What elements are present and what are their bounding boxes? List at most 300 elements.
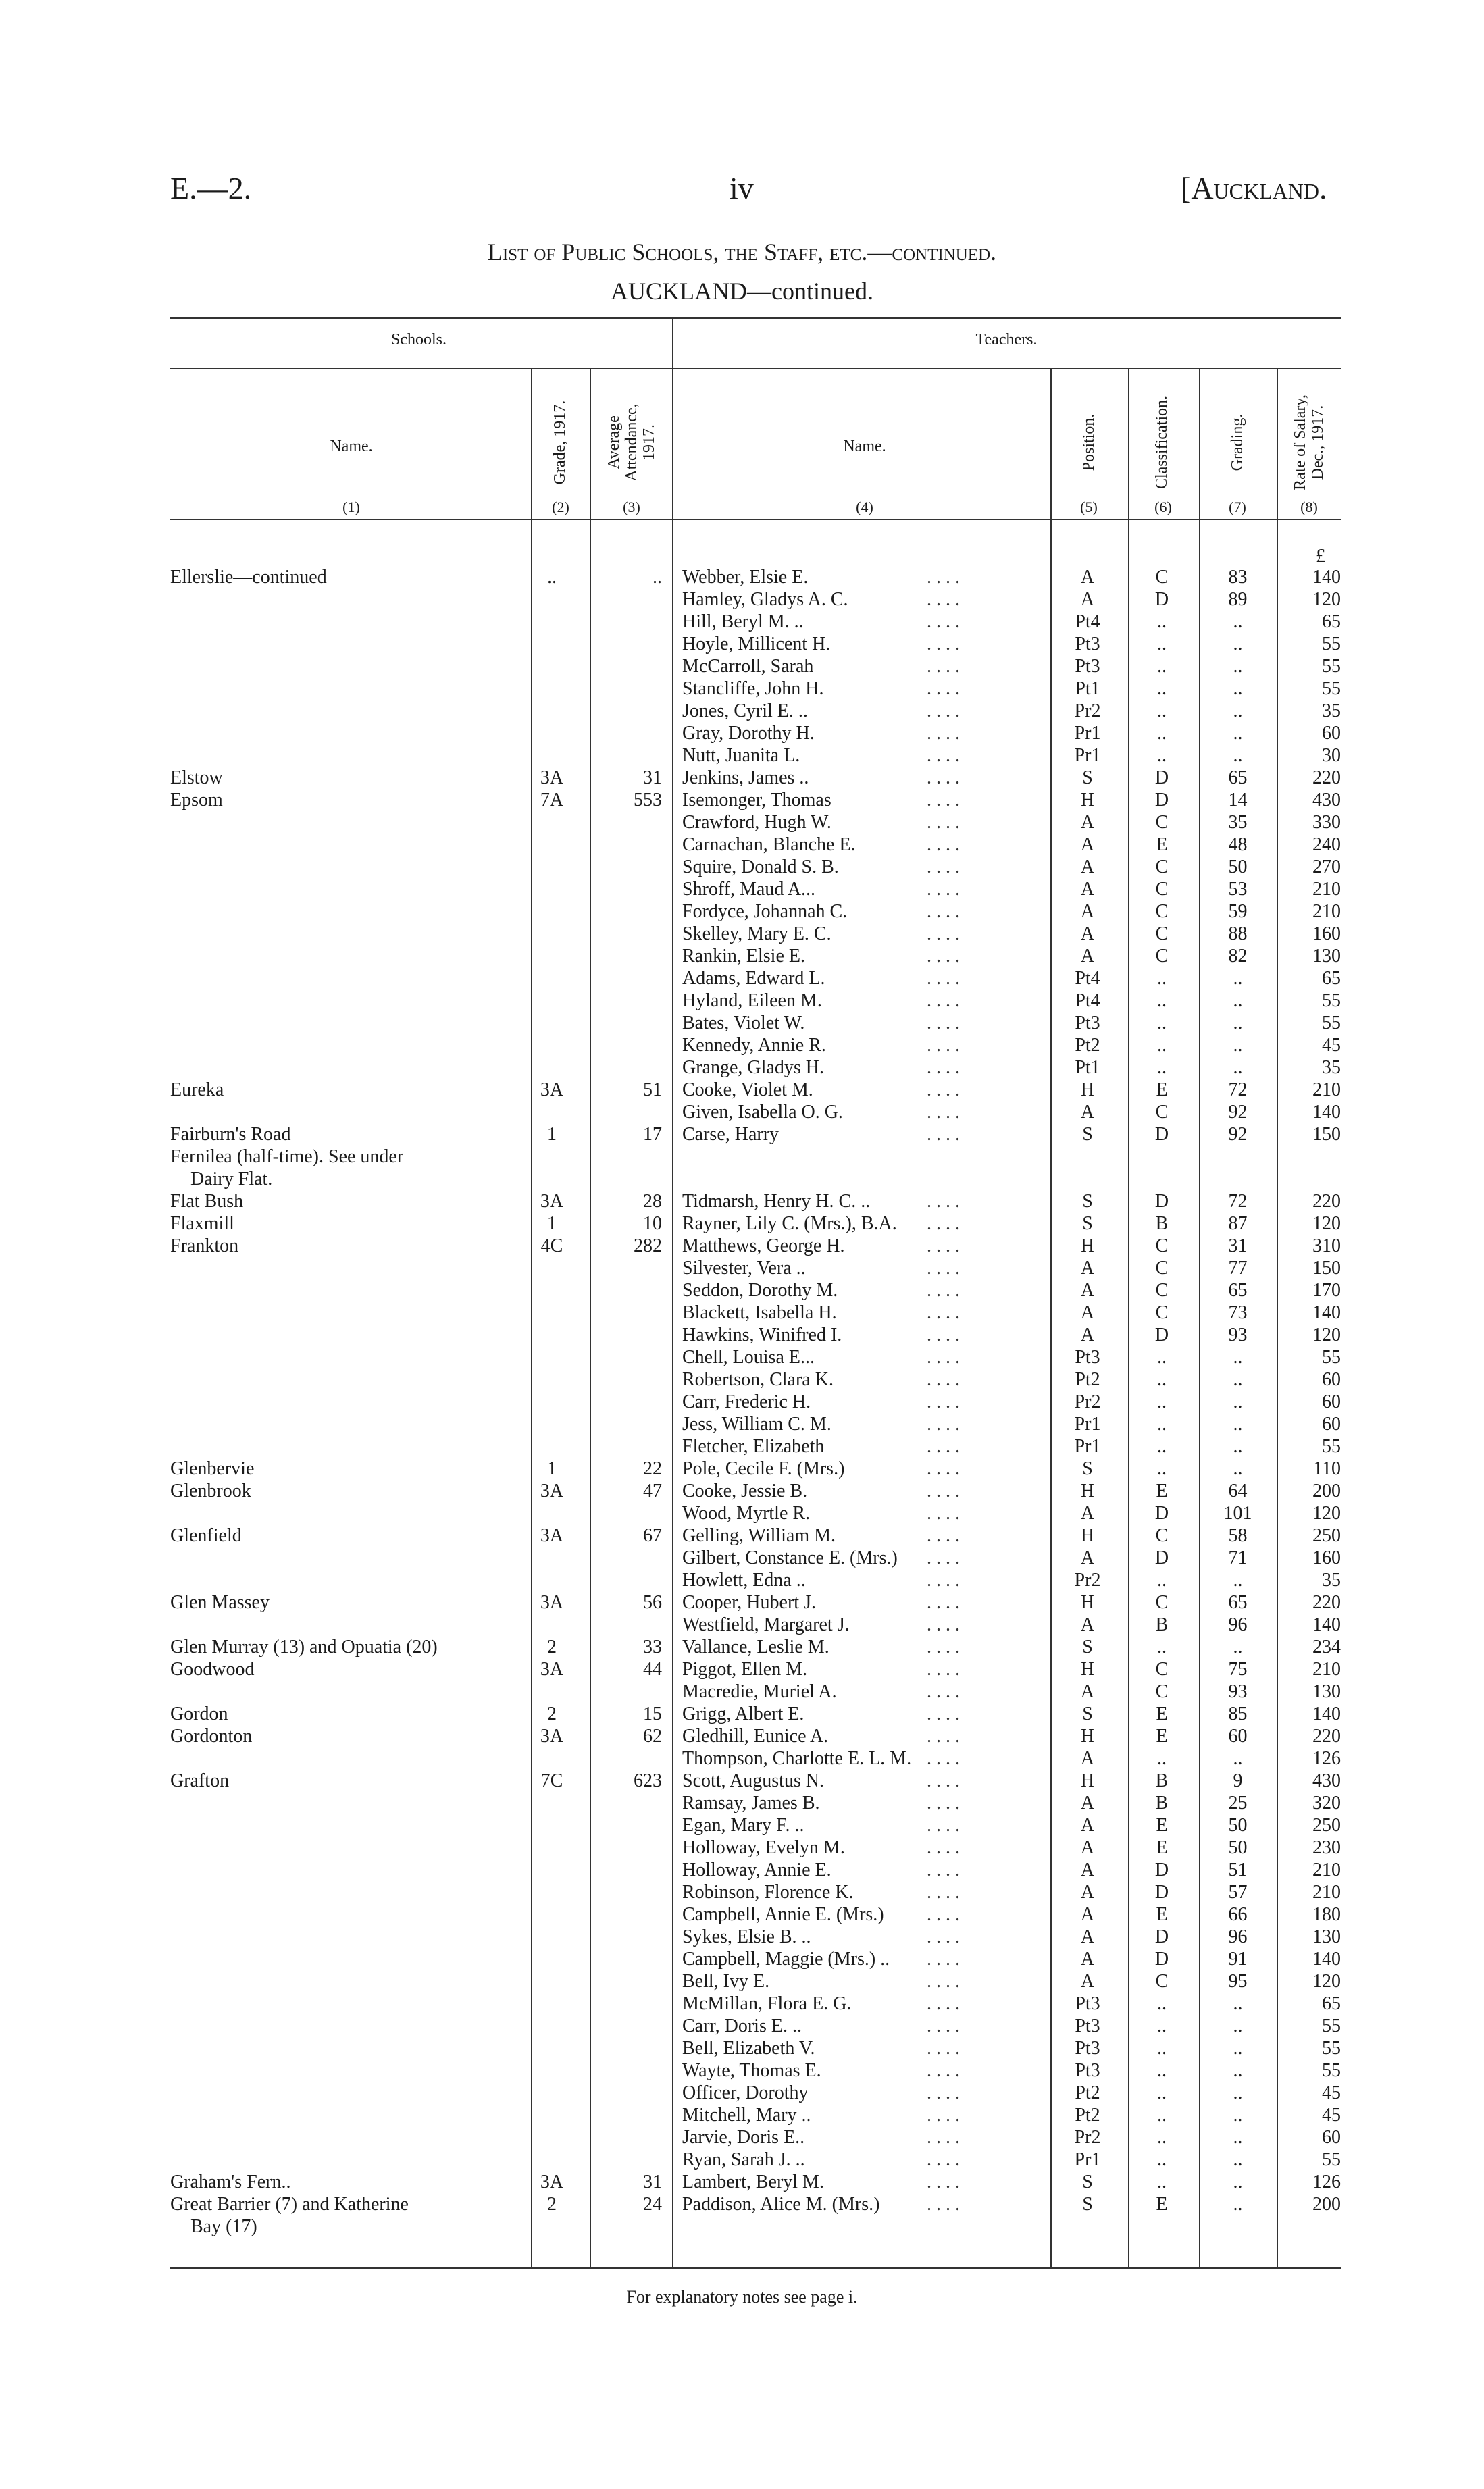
position-cell: A [1080, 1258, 1095, 1279]
teachers-group-header: Teachers. [975, 331, 1038, 349]
classification-cell: .. [1157, 656, 1167, 677]
leader-dots: . . . . [927, 1436, 960, 1457]
table-row [0, 1926, 1484, 1948]
teacher-name: Rayner, Lily C. (Mrs.), B.A. [682, 1213, 897, 1234]
teacher-name: Rankin, Elsie E. [682, 946, 805, 967]
grading-cell: .. [1233, 700, 1243, 721]
school-name: Fairburn's Road [170, 1124, 291, 1145]
table-row [0, 1680, 1484, 1703]
grade-cell: 3A [540, 1592, 564, 1613]
rate-cell: 45 [1322, 2105, 1341, 2126]
attendance-cell: 24 [643, 2194, 662, 2215]
table-row [0, 856, 1484, 878]
rate-cell: 55 [1322, 2016, 1341, 2036]
leader-dots: . . . . [927, 2082, 960, 2103]
classification-cell: D [1154, 1191, 1169, 1212]
leader-dots: . . . . [927, 656, 960, 677]
leader-dots: . . . . [927, 1258, 960, 1279]
table-row [0, 1279, 1484, 1302]
classification-cell: .. [1157, 2038, 1167, 2059]
table-row [0, 2082, 1484, 2104]
school-name: Glen Massey [170, 1592, 270, 1613]
school-name: Fernilea (half-time). See under [170, 1146, 404, 1167]
position-cell: A [1080, 946, 1095, 967]
rate-cell: 430 [1312, 1770, 1341, 1791]
teacher-name: Gilbert, Constance E. (Mrs.) [682, 1547, 898, 1568]
teacher-name: Cooke, Jessie B. [682, 1481, 808, 1502]
column-number: (5) [1080, 498, 1098, 515]
school-name: Frankton [170, 1235, 239, 1256]
teacher-name: Robinson, Florence K. [682, 1882, 854, 1903]
classification-cell: .. [1157, 2149, 1167, 2170]
position-cell: S [1082, 767, 1093, 788]
teacher-name: Matthews, George H. [682, 1235, 845, 1256]
leader-dots: . . . . [927, 745, 960, 766]
leader-dots: . . . . [927, 1213, 960, 1234]
classification-cell: .. [1157, 700, 1167, 721]
rate-cell: 210 [1312, 901, 1341, 922]
position-cell: Pt4 [1075, 990, 1100, 1011]
grading-cell: 87 [1228, 1213, 1248, 1234]
grading-cell: 51 [1228, 1859, 1248, 1880]
leader-dots: . . . . [927, 1079, 960, 1100]
table-row [0, 1324, 1484, 1346]
teacher-name: Vallance, Leslie M. [682, 1637, 829, 1658]
classification-cell: .. [1157, 1369, 1167, 1390]
grade-header: Grade, 1917. [551, 400, 569, 485]
teacher-name: Crawford, Hugh W. [682, 812, 831, 833]
position-cell: Pr1 [1074, 2149, 1101, 2170]
grading-cell: .. [1233, 634, 1243, 655]
grading-cell: .. [1233, 1748, 1243, 1769]
grading-cell: 75 [1228, 1659, 1248, 1680]
school-name: Elstow [170, 767, 223, 788]
classification-cell: .. [1157, 1391, 1167, 1412]
teacher-name: Jess, William C. M. [682, 1414, 831, 1435]
teacher-name: Fletcher, Elizabeth [682, 1436, 825, 1457]
teacher-name: McMillan, Flora E. G. [682, 1993, 852, 2014]
school-name: Goodwood [170, 1659, 255, 1680]
rate-cell: 120 [1312, 589, 1341, 610]
leader-dots: . . . . [927, 1748, 960, 1769]
position-cell: A [1080, 1503, 1095, 1524]
grading-cell: .. [1233, 1035, 1243, 1056]
rate-cell: 120 [1312, 1325, 1341, 1345]
position-cell: A [1080, 1681, 1095, 1702]
footer-note: For explanatory notes see page i. [626, 2287, 858, 2307]
grading-cell: 83 [1228, 567, 1248, 588]
rate-cell: 120 [1312, 1503, 1341, 1524]
classification-cell: B [1155, 1614, 1169, 1635]
teacher-name: Lambert, Beryl M. [682, 2172, 824, 2192]
attendance-cell: 10 [643, 1213, 662, 1234]
grading-cell: 73 [1228, 1302, 1248, 1323]
grading-cell: 35 [1228, 812, 1248, 833]
rate-cell: 55 [1322, 2149, 1341, 2170]
rate-cell: 140 [1312, 567, 1341, 588]
table-row [0, 967, 1484, 990]
classification-cell: .. [1157, 1414, 1167, 1435]
table-row [0, 1146, 1484, 1168]
table-row [0, 1614, 1484, 1636]
grading-cell: 65 [1228, 1592, 1248, 1613]
leader-dots: . . . . [927, 1859, 960, 1880]
grade-cell: 3A [540, 1079, 564, 1100]
table-row [0, 811, 1484, 833]
table-row [0, 611, 1484, 633]
leader-dots: . . . . [927, 1882, 960, 1903]
rate-cell: 150 [1312, 1258, 1341, 1279]
leader-dots: . . . . [927, 990, 960, 1011]
teacher-name: Gledhill, Eunice A. [682, 1726, 829, 1747]
table-row [0, 1636, 1484, 1658]
grade-cell: 3A [540, 1525, 564, 1546]
leader-dots: . . . . [927, 1793, 960, 1814]
school-name: Gordon [170, 1703, 228, 1724]
leader-dots: . . . . [927, 1525, 960, 1546]
classification-cell: C [1155, 1592, 1169, 1613]
grading-cell: .. [1233, 1391, 1243, 1412]
teacher-name: Shroff, Maud A... [682, 879, 816, 900]
column-number: (1) [342, 498, 360, 515]
leader-dots: . . . . [927, 1614, 960, 1635]
teacher-name: Hyland, Eileen M. [682, 990, 822, 1011]
table-row [0, 1948, 1484, 1970]
table-row [0, 1012, 1484, 1034]
classification-cell: C [1155, 1102, 1169, 1123]
position-cell: Pt3 [1075, 2060, 1100, 2081]
position-cell: A [1080, 1748, 1095, 1769]
attendance-cell: 15 [643, 1703, 662, 1724]
position-cell: S [1082, 1213, 1093, 1234]
table-row [0, 2037, 1484, 2059]
position-cell: A [1080, 901, 1095, 922]
classification-cell: .. [1157, 2105, 1167, 2126]
rate-header: Rate of Salary, Dec., 1917. [1291, 394, 1327, 490]
rate-cell: 65 [1322, 611, 1341, 632]
teacher-name: Sykes, Elsie B. .. [682, 1926, 811, 1947]
table-row [0, 2215, 1484, 2238]
classification-cell: C [1155, 1235, 1169, 1256]
table-row [0, 878, 1484, 900]
teacher-name: Gray, Dorothy H. [682, 723, 815, 744]
classification-cell: D [1154, 589, 1169, 610]
position-cell: H [1080, 790, 1095, 811]
teacher-name: Wood, Myrtle R. [682, 1503, 811, 1524]
position-cell: H [1080, 1525, 1095, 1546]
table-row [0, 1034, 1484, 1056]
grading-cell: .. [1233, 1057, 1243, 1078]
classification-cell: C [1155, 1525, 1169, 1546]
position-cell: Pr2 [1074, 1570, 1101, 1591]
grade-cell: 3A [540, 2172, 564, 2192]
position-cell: A [1080, 1949, 1095, 1970]
attendance-cell: 44 [643, 1659, 662, 1680]
teacher-name: Hawkins, Winifred I. [682, 1325, 842, 1345]
position-cell: Pt3 [1075, 634, 1100, 655]
rate-cell: 140 [1312, 1302, 1341, 1323]
table-row [0, 1859, 1484, 1881]
school-name: Dairy Flat. [190, 1169, 273, 1189]
grading-cell: .. [1233, 1436, 1243, 1457]
position-cell: A [1080, 1904, 1095, 1925]
teacher-name: Nutt, Juanita L. [682, 745, 800, 766]
table-row [0, 1658, 1484, 1680]
rate-cell: 60 [1322, 723, 1341, 744]
position-cell: A [1080, 1280, 1095, 1301]
attendance-cell: .. [653, 567, 662, 588]
teacher-name: Silvester, Vera .. [682, 1258, 806, 1279]
leader-dots: . . . . [927, 1770, 960, 1791]
leader-dots: . . . . [927, 567, 960, 588]
position-cell: A [1080, 1926, 1095, 1947]
leader-dots: . . . . [927, 1659, 960, 1680]
table-row [0, 633, 1484, 655]
leader-dots: . . . . [927, 1949, 960, 1970]
rate-cell: 60 [1322, 1414, 1341, 1435]
leader-dots: . . . . [927, 700, 960, 721]
page-right-header: [Auckland. [1181, 171, 1327, 205]
attendance-cell: 67 [643, 1525, 662, 1546]
rate-cell: 130 [1312, 1926, 1341, 1947]
table-row [0, 1391, 1484, 1413]
rate-cell: 55 [1322, 1012, 1341, 1033]
grading-cell: 93 [1228, 1325, 1248, 1345]
teacher-name: Howlett, Edna .. [682, 1570, 806, 1591]
leader-dots: . . . . [927, 1570, 960, 1591]
rate-cell: 126 [1312, 1748, 1341, 1769]
classification-cell: C [1155, 1659, 1169, 1680]
classification-cell: .. [1157, 1012, 1167, 1033]
classification-cell: .. [1157, 1570, 1167, 1591]
grading-cell: 50 [1228, 1815, 1248, 1836]
position-cell: A [1080, 1882, 1095, 1903]
classification-cell: .. [1157, 678, 1167, 699]
leader-dots: . . . . [927, 589, 960, 610]
rate-cell: 140 [1312, 1703, 1341, 1724]
position-cell: H [1080, 1079, 1095, 1100]
table-row [0, 744, 1484, 767]
position-cell: A [1080, 1793, 1095, 1814]
rate-cell: 35 [1322, 1570, 1341, 1591]
teacher-name: Macredie, Muriel A. [682, 1681, 837, 1702]
grading-cell: 48 [1228, 834, 1248, 855]
rate-cell: 60 [1322, 1391, 1341, 1412]
school-name: Glenbrook [170, 1481, 251, 1502]
page-number: iv [730, 171, 754, 205]
grading-cell: .. [1233, 678, 1243, 699]
classification-cell: E [1156, 1079, 1168, 1100]
grading-cell: .. [1233, 2194, 1243, 2215]
leader-dots: . . . . [927, 1458, 960, 1479]
position-cell: A [1080, 1302, 1095, 1323]
rate-cell: 35 [1322, 1057, 1341, 1078]
leader-dots: . . . . [927, 1681, 960, 1702]
position-cell: Pt2 [1075, 2105, 1100, 2126]
leader-dots: . . . . [927, 968, 960, 989]
classification-cell: D [1154, 1547, 1169, 1568]
grading-cell: 59 [1228, 901, 1248, 922]
leader-dots: . . . . [927, 834, 960, 855]
grading-cell: .. [1233, 1369, 1243, 1390]
grading-cell: .. [1233, 2060, 1243, 2081]
grading-cell: .. [1233, 1637, 1243, 1658]
position-cell: S [1082, 1637, 1093, 1658]
leader-dots: . . . . [927, 1547, 960, 1568]
leader-dots: . . . . [927, 946, 960, 967]
grading-cell: 85 [1228, 1703, 1248, 1724]
grading-cell: .. [1233, 990, 1243, 1011]
position-cell: Pt3 [1075, 1347, 1100, 1368]
rate-cell: 250 [1312, 1815, 1341, 1836]
leader-dots: . . . . [927, 2105, 960, 2126]
rate-cell: 120 [1312, 1213, 1341, 1234]
table-row [0, 1569, 1484, 1591]
grading-cell: 92 [1228, 1124, 1248, 1145]
classification-cell: C [1155, 812, 1169, 833]
column-number: (7) [1229, 498, 1246, 515]
classification-cell: .. [1157, 2127, 1167, 2148]
table-row [0, 1591, 1484, 1614]
classification-cell: .. [1157, 1748, 1167, 1769]
position-cell: A [1080, 567, 1095, 588]
grading-cell: 53 [1228, 879, 1248, 900]
position-cell: Pr1 [1074, 1436, 1101, 1457]
rate-cell: 55 [1322, 1347, 1341, 1368]
leader-dots: . . . . [927, 1235, 960, 1256]
teacher-name: Holloway, Evelyn M. [682, 1837, 845, 1858]
staff-table-body [0, 566, 1484, 2238]
classification-cell: E [1156, 1703, 1168, 1724]
rate-cell: 55 [1322, 678, 1341, 699]
grade-cell: 7A [540, 790, 564, 811]
classification-cell: .. [1157, 745, 1167, 766]
teacher-name: Skelley, Mary E. C. [682, 923, 831, 944]
teacher-name: Hill, Beryl M. .. [682, 611, 804, 632]
table-row [0, 1770, 1484, 1792]
leader-dots: . . . . [927, 1726, 960, 1747]
teacher-name: Carr, Frederic H. [682, 1391, 811, 1412]
rate-cell: 60 [1322, 1369, 1341, 1390]
classification-cell: .. [1157, 1035, 1167, 1056]
grading-cell: 89 [1228, 589, 1248, 610]
position-cell: A [1080, 812, 1095, 833]
grading-cell: .. [1233, 745, 1243, 766]
rate-cell: 150 [1312, 1124, 1341, 1145]
grading-cell: 25 [1228, 1793, 1248, 1814]
classification-cell: B [1155, 1213, 1169, 1234]
position-cell: Pt4 [1075, 611, 1100, 632]
table-row [0, 1302, 1484, 1324]
teacher-name: Scott, Augustus N. [682, 1770, 825, 1791]
table-row [0, 1056, 1484, 1079]
position-cell: Pt3 [1075, 2038, 1100, 2059]
position-cell: Pr1 [1074, 745, 1101, 766]
grade-cell: 4C [540, 1235, 563, 1256]
table-row [0, 1190, 1484, 1212]
teacher-name: Ramsay, James B. [682, 1793, 820, 1814]
table-row [0, 1168, 1484, 1190]
attendance-cell: 17 [643, 1124, 662, 1145]
classification-cell: D [1154, 767, 1169, 788]
page-subtitle: AUCKLAND—continued. [611, 278, 873, 305]
position-cell: A [1080, 1325, 1095, 1345]
school-name: Glenfield [170, 1525, 242, 1546]
rate-cell: 30 [1322, 745, 1341, 766]
grade-cell: 3A [540, 1659, 564, 1680]
position-cell: S [1082, 2194, 1093, 2215]
rate-cell: 310 [1312, 1235, 1341, 1256]
position-cell: A [1080, 1971, 1095, 1992]
grading-cell: 66 [1228, 1904, 1248, 1925]
leader-dots: . . . . [927, 2127, 960, 2148]
position-cell: A [1080, 834, 1095, 855]
teacher-name: Hoyle, Millicent H. [682, 634, 831, 655]
classification-cell: C [1155, 901, 1169, 922]
position-cell: H [1080, 1481, 1095, 1502]
leader-dots: . . . . [927, 1102, 960, 1123]
teacher-name: Stancliffe, John H. [682, 678, 824, 699]
page-title: List of Public Schools, the Staff, etc.—continued. [487, 238, 997, 265]
rate-cell: 200 [1312, 1481, 1341, 1502]
position-cell: Pt1 [1075, 1057, 1100, 1078]
classification-cell: .. [1157, 2082, 1167, 2103]
leader-dots: . . . . [927, 2194, 960, 2215]
leader-dots: . . . . [927, 1815, 960, 1836]
teacher-name: Paddison, Alice M. (Mrs.) [682, 2194, 880, 2215]
leader-dots: . . . . [927, 879, 960, 900]
grading-cell: 50 [1228, 856, 1248, 877]
classification-cell: D [1154, 1859, 1169, 1880]
attendance-cell: 28 [643, 1191, 662, 1212]
leader-dots: . . . . [927, 1503, 960, 1524]
rate-cell: 250 [1312, 1525, 1341, 1546]
position-cell: Pt3 [1075, 1993, 1100, 2014]
rate-cell: 240 [1312, 834, 1341, 855]
rate-cell: 320 [1312, 1793, 1341, 1814]
teacher-name: Pole, Cecile F. (Mrs.) [682, 1458, 845, 1479]
table-row [0, 833, 1484, 856]
grading-cell: .. [1233, 1012, 1243, 1033]
rate-cell: 55 [1322, 2060, 1341, 2081]
position-cell: S [1082, 1458, 1093, 1479]
grade-cell: 1 [547, 1124, 557, 1145]
table-row [0, 1123, 1484, 1146]
grading-cell: 95 [1228, 1971, 1248, 1992]
rate-cell: 126 [1312, 2172, 1341, 2192]
rate-cell: 430 [1312, 790, 1341, 811]
grading-cell: 60 [1228, 1726, 1248, 1747]
grade-cell: 7C [540, 1770, 563, 1791]
leader-dots: . . . . [927, 1703, 960, 1724]
table-row [0, 1257, 1484, 1279]
leader-dots: . . . . [927, 1124, 960, 1145]
rate-cell: 130 [1312, 946, 1341, 967]
classification-cell: .. [1157, 990, 1167, 1011]
classification-cell: D [1154, 1124, 1169, 1145]
classification-cell: C [1155, 879, 1169, 900]
table-row [0, 1703, 1484, 1725]
table-row [0, 1524, 1484, 1547]
position-cell: S [1082, 1124, 1093, 1145]
grading-cell: 77 [1228, 1258, 1248, 1279]
position-cell: A [1080, 1815, 1095, 1836]
rate-cell: 220 [1312, 1592, 1341, 1613]
attendance-cell: 47 [643, 1481, 662, 1502]
classification-cell: C [1155, 1280, 1169, 1301]
currency-symbol: £ [1316, 546, 1325, 567]
leader-dots: . . . . [927, 1325, 960, 1345]
